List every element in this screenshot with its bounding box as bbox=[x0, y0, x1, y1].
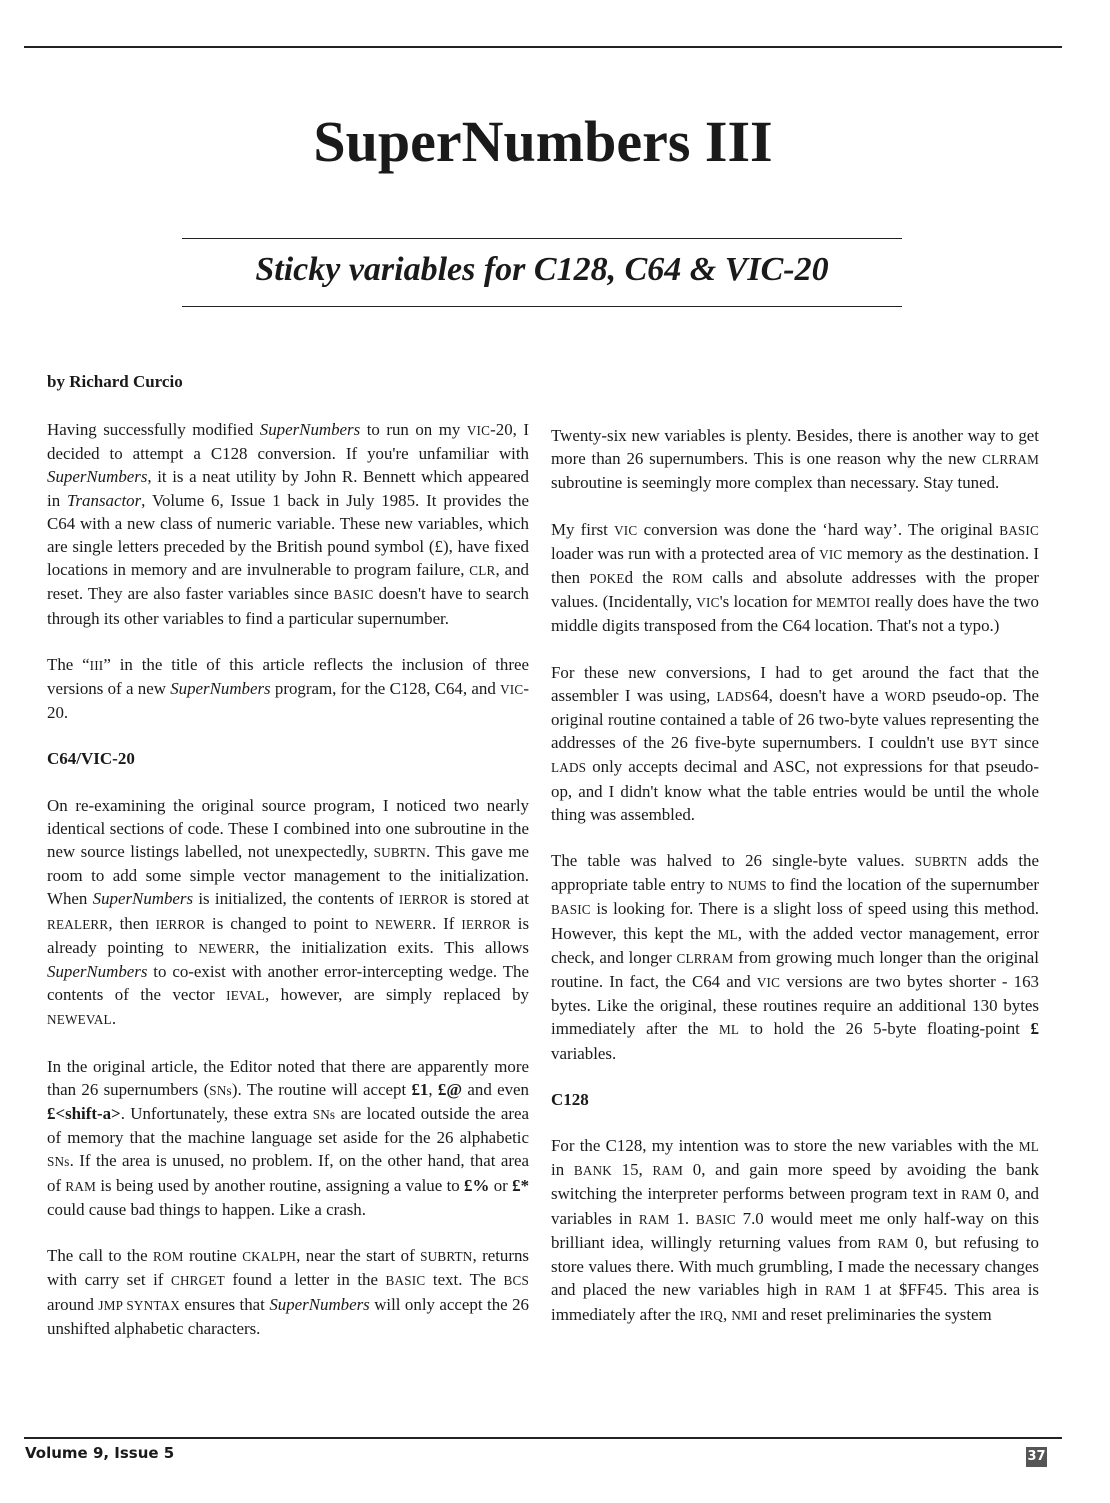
smallcaps-run: POKE bbox=[589, 571, 625, 587]
smallcaps-run: BANK bbox=[573, 1163, 612, 1179]
text-run: 0, and gain more speed by avoiding the bank switching the interpreter performs between program text in bbox=[551, 1160, 1039, 1204]
footer-issue-label: Volume 9, Issue 5 bbox=[25, 1444, 175, 1462]
smallcaps-run: RAM bbox=[652, 1163, 684, 1179]
smallcaps-run: RAM bbox=[638, 1211, 670, 1227]
text-run: or bbox=[489, 1175, 513, 1195]
text-run: conversion was done the ‘hard way’. The original bbox=[637, 519, 1000, 539]
smallcaps-run: LADS bbox=[551, 760, 587, 776]
text-run: routine bbox=[183, 1246, 243, 1266]
smallcaps-run: JMP SYNTAX bbox=[98, 1297, 180, 1313]
italic-run: SuperNumbers bbox=[269, 1294, 370, 1314]
text-run: . If bbox=[431, 913, 462, 933]
text-run: -20. bbox=[47, 679, 529, 723]
section-heading: C128 bbox=[551, 1089, 589, 1109]
smallcaps-run: VIC bbox=[819, 546, 843, 562]
smallcaps-run: CHRGET bbox=[170, 1273, 225, 1289]
italic-run: Transactor bbox=[67, 490, 142, 510]
smallcaps-run: SNs bbox=[312, 1107, 336, 1123]
text-run: . If the area is unused, no problem. If, on the other hand, that area of bbox=[47, 1151, 529, 1195]
smallcaps-run: SUBRTN bbox=[914, 854, 968, 870]
paragraph bbox=[47, 1244, 529, 1340]
smallcaps-run: RAM bbox=[877, 1235, 909, 1251]
text-run: The “ bbox=[47, 654, 90, 674]
text-run: d the bbox=[624, 568, 673, 588]
right-column bbox=[551, 424, 1039, 1350]
text-run: adds the appropriate table entry to bbox=[551, 851, 1040, 895]
smallcaps-run: RAM bbox=[825, 1283, 856, 1299]
smallcaps-run: LADS bbox=[716, 688, 752, 704]
text-run: could cause bad things to happen. Like a crash. bbox=[47, 1199, 366, 1219]
text-run: 1. bbox=[669, 1208, 696, 1228]
text-run: is changed to point to bbox=[205, 913, 376, 933]
smallcaps-run: BASIC bbox=[551, 902, 591, 918]
text-run: text. The bbox=[425, 1270, 504, 1290]
text-run: . bbox=[111, 1009, 117, 1029]
text-run: only accepts decimal and ASC, not expressions for that pseudo-op, and I didn't know what the table entries would be until the whole thing was assembled. bbox=[551, 757, 1039, 824]
bold-run: £* bbox=[512, 1175, 530, 1195]
smallcaps-run: BCS bbox=[503, 1273, 529, 1289]
smallcaps-run: VIC bbox=[466, 423, 491, 438]
text-run: is stored at bbox=[448, 889, 530, 909]
text-run: The call to the bbox=[47, 1246, 153, 1266]
text-run: 0, but refusing to store values there. With much grumbling, I made the necessary changes and placed the new variables high in bbox=[551, 1232, 1039, 1300]
text-run: , then bbox=[108, 913, 156, 933]
bold-run: £ bbox=[1030, 1019, 1039, 1039]
smallcaps-run: VIC bbox=[500, 682, 524, 698]
smallcaps-run: VIC bbox=[614, 522, 638, 538]
text-run: is being used by another routine, assigning a value to bbox=[96, 1175, 465, 1195]
smallcaps-run: IEVAL bbox=[226, 988, 265, 1004]
text-run: ). The routine will accept bbox=[231, 1079, 412, 1099]
smallcaps-run: IERROR bbox=[398, 892, 449, 908]
text-run: On re-examining the original source program, I noticed two nearly identical sections of code. These I combined into one subroutine in the new source listings labelled, not unexpectedly, bbox=[47, 795, 529, 862]
smallcaps-run: III bbox=[89, 657, 104, 673]
text-run: and even bbox=[462, 1079, 529, 1099]
text-run: . Unfortunately, these extra bbox=[120, 1104, 313, 1124]
left-column bbox=[47, 418, 529, 1363]
text-run: doesn't have to search through its other variables to find a particular supernumber. bbox=[47, 584, 529, 628]
text-run: For the C128, my intention was to store the new variables with the bbox=[551, 1136, 1019, 1156]
text-run: The table was halved to 26 single-byte values. bbox=[551, 851, 915, 871]
text-run: is looking for. There is a slight loss of speed using this method. However, this kept the bbox=[551, 899, 1039, 943]
smallcaps-run: BASIC bbox=[999, 522, 1039, 538]
smallcaps-run: REALERR bbox=[47, 916, 109, 932]
text-run: calls and absolute addresses with the proper values. (Incidentally, bbox=[551, 568, 1039, 612]
smallcaps-run: IERROR bbox=[461, 916, 511, 932]
top-rule bbox=[24, 46, 1062, 48]
paragraph bbox=[551, 849, 1039, 1065]
text-run: program, for the C128, C64, and bbox=[270, 679, 501, 699]
text-run: loader was run with a protected area of bbox=[551, 543, 820, 563]
text-run: is initialized, the contents of bbox=[193, 889, 399, 909]
text-run: ” in the title of this article reflects the inclusion of three versions of a new bbox=[47, 654, 529, 699]
bold-run: £% bbox=[464, 1175, 490, 1195]
smallcaps-run: BASIC bbox=[385, 1273, 426, 1289]
text-run: around bbox=[47, 1294, 99, 1314]
text-run: . This gave me room to add some simple vector management to the initialization. When bbox=[47, 842, 529, 909]
smallcaps-run: RAM bbox=[961, 1187, 992, 1203]
text-run: variables. bbox=[551, 1043, 617, 1063]
smallcaps-run: NMI bbox=[731, 1307, 758, 1323]
text-run: to hold the 26 5-byte floating-point bbox=[739, 1019, 1031, 1039]
text-run: Twenty-six new variables is plenty. Besides, there is another way to get more than 26 supernumbers. This is one reason why the new bbox=[551, 426, 1039, 469]
bold-run: £1 bbox=[411, 1079, 429, 1099]
smallcaps-run: CKALPH bbox=[242, 1249, 297, 1265]
text-run: , the initialization exits. This allows bbox=[255, 937, 529, 957]
text-run: , Volume 6, Issue 1 back in July 1985. It provides the C64 with a new class of numeric variable. These new variables, which are single letters preceded by the British pound symbol (£), have fixed locations in memory and are invulnerable to program failure, bbox=[47, 490, 529, 580]
text-run: subroutine is seemingly more complex than necessary. Stay tuned. bbox=[551, 473, 1000, 493]
page-number: 37 bbox=[1026, 1447, 1047, 1467]
text-run: are located outside the area of memory that the machine language set aside for the 26 alphabetic bbox=[47, 1104, 529, 1148]
smallcaps-run: WORD bbox=[884, 688, 926, 704]
italic-run: SuperNumbers bbox=[170, 679, 271, 699]
bottom-rule bbox=[24, 1437, 1062, 1439]
text-run: -20, I decided to attempt a C128 conversion. If you're unfamiliar with bbox=[47, 420, 529, 464]
subtitle-rule-bottom bbox=[182, 306, 902, 307]
smallcaps-run: BASIC bbox=[333, 587, 374, 603]
text-run: 15, bbox=[611, 1160, 653, 1180]
text-run: since bbox=[997, 733, 1039, 753]
text-run: 1 at $FF45. This area is immediately after the bbox=[551, 1280, 1039, 1324]
text-run: memory as the destination. I then bbox=[551, 543, 1039, 588]
subtitle-rule-top bbox=[182, 238, 902, 239]
paragraph bbox=[47, 794, 529, 1032]
text-run: , with the added vector management, error check, and longer bbox=[551, 923, 1039, 967]
text-run: will only accept the 26 unshifted alphabetic characters. bbox=[47, 1294, 529, 1338]
byline: by Richard Curcio bbox=[47, 372, 183, 391]
smallcaps-run: ROM bbox=[152, 1249, 184, 1265]
paragraph bbox=[47, 1055, 529, 1221]
text-run: For these new conversions, I had to get around the fact that the assembler I was using, bbox=[551, 662, 1039, 705]
smallcaps-run: NUMS bbox=[727, 878, 767, 894]
text-run: , returns with carry set if bbox=[47, 1246, 529, 1290]
text-run: , it is a neat utility by John R. Bennett which appeared in bbox=[47, 467, 529, 510]
section-heading: C64/VIC-20 bbox=[47, 749, 135, 769]
text-run: , however, are simply replaced by bbox=[264, 985, 529, 1005]
text-run: , and reset. They are also faster variables since bbox=[47, 560, 529, 604]
smallcaps-run: NEWERR bbox=[375, 916, 432, 932]
smallcaps-run: ML bbox=[1018, 1139, 1039, 1155]
text-run: 7.0 would meet me only half-way on this brilliant idea, willingly returning values from bbox=[551, 1208, 1039, 1252]
smallcaps-run: CLRRAM bbox=[676, 950, 734, 966]
smallcaps-run: IERROR bbox=[155, 916, 206, 932]
text-run: , bbox=[428, 1079, 438, 1099]
bold-run: £@ bbox=[437, 1079, 463, 1099]
text-run: versions are two bytes shorter - 163 bytes. Like the original, these routines require an additional 130 bytes immediately after the bbox=[551, 972, 1039, 1039]
paragraph bbox=[47, 653, 529, 725]
italic-run: SuperNumbers bbox=[92, 889, 194, 909]
text-run: in bbox=[551, 1160, 574, 1180]
text-run: ensures that bbox=[179, 1294, 270, 1314]
smallcaps-run: IRQ bbox=[699, 1307, 723, 1323]
smallcaps-run: NEWEVAL bbox=[47, 1012, 112, 1028]
text-run: found a letter in the bbox=[224, 1270, 386, 1290]
smallcaps-run: ML bbox=[717, 926, 738, 942]
text-run: , near the start of bbox=[296, 1246, 421, 1266]
bold-run: £<shift-a> bbox=[47, 1104, 121, 1124]
text-run: In the original article, the Editor noted that there are apparently more than 26 supernumbers ( bbox=[47, 1056, 529, 1099]
text-run: to run on my bbox=[360, 420, 467, 439]
text-run: from growing much longer than the original routine. In fact, the C64 and bbox=[551, 947, 1039, 992]
smallcaps-run: ROM bbox=[672, 571, 703, 587]
article-subtitle: Sticky variables for C128, C64 & VIC-20 bbox=[255, 251, 829, 288]
text-run: is already pointing to bbox=[47, 913, 530, 957]
text-run: , bbox=[722, 1304, 732, 1324]
paragraph bbox=[551, 424, 1039, 495]
text-run: pseudo-op. The original routine contained a table of 26 two-byte values representing the addresses of the 26 five-byte supernumbers. I couldn't use bbox=[551, 685, 1039, 753]
smallcaps-run: ML bbox=[719, 1022, 740, 1038]
text-run: and reset preliminaries the system bbox=[757, 1304, 992, 1324]
paragraph bbox=[551, 518, 1039, 638]
smallcaps-run: VIC bbox=[696, 595, 720, 611]
smallcaps-run: CLRRAM bbox=[982, 452, 1039, 468]
italic-run: SuperNumbers bbox=[47, 962, 148, 982]
smallcaps-run: BYT bbox=[970, 736, 998, 752]
smallcaps-run: SNs bbox=[209, 1082, 232, 1098]
text-run: My first bbox=[551, 519, 615, 539]
smallcaps-run: CLR bbox=[469, 563, 496, 579]
smallcaps-run: SNs bbox=[47, 1154, 70, 1170]
smallcaps-run: VIC bbox=[756, 975, 781, 991]
text-run: to co-exist with another error-intercepting wedge. The contents of the vector bbox=[47, 962, 529, 1005]
smallcaps-run: MEMTOI bbox=[816, 595, 871, 611]
paragraph bbox=[47, 418, 529, 630]
paragraph bbox=[551, 661, 1039, 826]
text-run: to find the location of the supernumber bbox=[766, 875, 1039, 895]
smallcaps-run: NEWERR bbox=[198, 940, 256, 956]
paragraph bbox=[551, 1134, 1039, 1327]
italic-run: SuperNumbers bbox=[47, 467, 148, 487]
text-run: 0, and variables in bbox=[551, 1184, 1039, 1228]
smallcaps-run: SUBRTN bbox=[373, 845, 426, 861]
text-run: 's location for bbox=[719, 592, 817, 612]
text-run: Having successfully modified bbox=[47, 420, 260, 439]
text-run: really does have the two middle digits transposed from the C64 location. That's not a typo.) bbox=[551, 592, 1039, 636]
article-title: SuperNumbers III bbox=[313, 109, 773, 174]
smallcaps-run: SUBRTN bbox=[420, 1249, 473, 1265]
italic-run: SuperNumbers bbox=[259, 420, 361, 439]
smallcaps-run: RAM bbox=[65, 1178, 97, 1194]
text-run: 64, doesn't have a bbox=[751, 685, 885, 705]
smallcaps-run: BASIC bbox=[695, 1211, 736, 1227]
